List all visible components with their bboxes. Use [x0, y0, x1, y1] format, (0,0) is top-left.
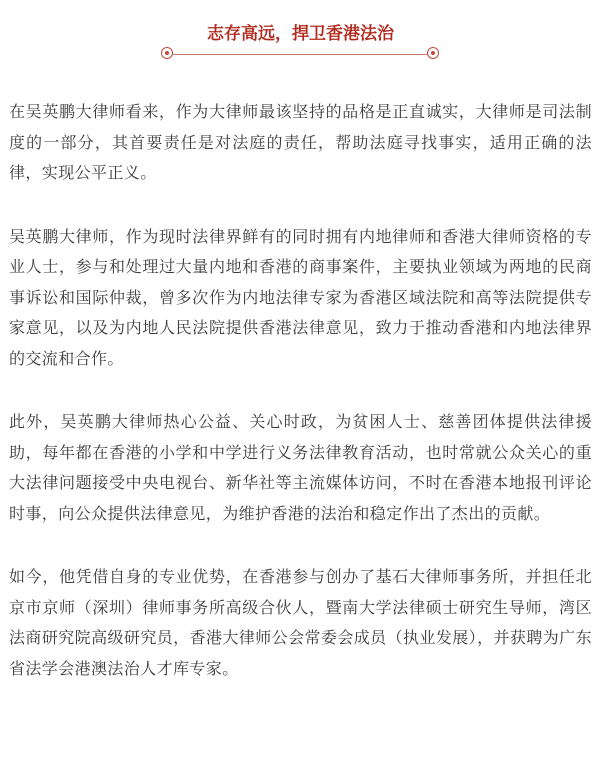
paragraph: 在吴英鹏大律师看来，作为大律师最该坚持的品格是正直诚实，大律师是司法制度的一部分，其首要责任是对法庭的责任，帮助法庭寻找事实，适用正确的法律，实现公平正义。	[9, 102, 592, 182]
section-title: 志存高远，捍卫香港法治	[207, 24, 394, 44]
paragraph: 如今，他凭借自身的专业优势，在香港参与创办了基石大律师事务所，并担任北京市京师（深圳）律师事务所高级合伙人，暨南大学法律硕士研究生导师，湾区法商研究院高级研究员，香港大律师公会常委会成员（执业发展），并获聘为广东省法学会港澳法治人才库专家。	[9, 567, 592, 678]
circle-ornament-icon	[427, 47, 439, 59]
paragraph: 此外，吴英鹏大律师热心公益、关心时政，为贫困人士、慈善团体提供法律援助，每年都在香港的小学和中学进行义务法律教育活动，也时常就公众关心的重大法律问题接受中央电视台、新华社等主流媒体访问，不时在香港本地报刊评论时事，向公众提供法律意见，为维护香港的法治和稳定作出了杰出的贡献。	[9, 412, 592, 523]
paragraph: 吴英鹏大律师，作为现时法律界鲜有的同时拥有内地律师和香港大律师资格的专业人士，参与和处理过大量内地和香港的商事案件，主要执业领域为两地的民商事诉讼和国际仲裁，曾多次作为内地法律专家为香港区域法院和高等法院提供专家意见，以及为内地人民法院提供香港法律意见，致力于推动香港和内地法律界的交流和合作。	[9, 226, 592, 368]
article-body	[9, 97, 592, 717]
section-header	[0, 18, 601, 68]
circle-ornament-icon	[161, 47, 173, 59]
title-divider	[168, 54, 433, 55]
